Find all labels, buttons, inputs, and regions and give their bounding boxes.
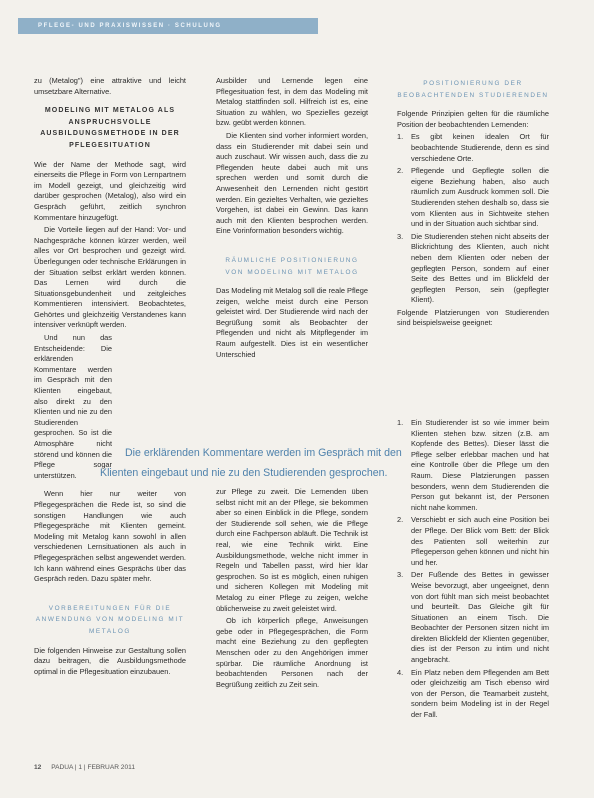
col2-paragraph-5: Ob ich körperlich pflege, Anweisungen gebe oder in Pflegegesprächen, die Form macht eine Beziehung zu den gepflegten Menschen oder zu den Angehörigen immer spürbar. Die räumliche Anordnung ist beobachtenden Personen nach der Begrüßung zeitlich zu Zeit sein. [216, 616, 368, 689]
col2-paragraph-3: Das Modeling mit Metalog soll die reale Pflege zeigen, welche meist durch eine Person geleistet wird. Der Studierende wird nach der Begrüßung somit als Beobachter der Pflegenden und nicht als Mitpflegender im Raum aufgestellt. Dies ist ein wesentlicher Unterschied [216, 286, 368, 359]
col1-paragraph-3: Und nun das Entscheidende: Die erklärenden Kommentare werden im Gespräch mit den Klienten eingebaut, also direkt zu den Klienten und nie zu den Studierenden gesprochen. So ist die Atmosphäre nicht störend und können die Pflege sogar unterstützen. [34, 333, 112, 480]
col1-paragraph-2: Die Vorteile liegen auf der Hand: Vor- und Nachgespräche können kürzer werden, weil alles vor Ort besprochen und gezeigt wird. Überlegungen oder technische Erklärungen in der Situation selbst erklärt werden können. Das Lernen wird durch die Situationsgebundenheit und zeitgleiches Kommentieren intensiviert. Beobachtetes, Gehörtes und gleichzeitig Verstandenes kann intensiver verknüpft werden. [34, 225, 186, 330]
col1-intro: zu (Metalog") eine attraktive und leicht umsetzbare Alternative. [34, 76, 186, 96]
column-1 [34, 76, 186, 679]
column-2-lower [216, 487, 368, 692]
col2-paragraph-4: zur Pflege zu zweit. Die Lernenden üben selbst nicht mit an der Pflege, sie bekommen aber so einen Einblick in die Pflege, sondern der Studierende soll sehen, wie die Pflege durch eine Fachperson abläuft. Die Technik ist real, wie eine Technik wirkt. Eine Ausbildungsmethode, welche nicht immer in Regeln und Tabellen passt, wird hier klar gesprochen. So ist es möglich, einen ruhigen und sicheren Kollegen mit Modeling mit Metalog zu einer Pflege zu zeigen, welche üblicherweise zu zweit geleistet wird. [216, 487, 368, 613]
list-item: 1. Ein Studierender ist so wie immer beim Klienten stehen bzw. sitzen (z.B. am Kopfende des Bettes). Dieser lässt die Pflege selber erlebbar machen und hat eine Kontrolle über die Pflege um den Raum. Diese Platzierungen passen besonders, wenn dem Studierenden die Person gut bekannt ist, der Personen nicht nahe kommen. [397, 418, 549, 512]
list-item: 2. Verschiebt er sich auch eine Position bei der Pflege. Der Blick vom Bett: der Blick des Patienten soll weiterhin zur Pflegeperson gehen können und nicht hin und her. [397, 515, 549, 567]
section-header-label: PFLEGE- UND PRAXISWISSEN · SCHULUNG [38, 23, 222, 29]
page-number: 12 [34, 764, 42, 771]
col2-paragraph-2: Die Klienten sind vorher informiert worden, dass ein Studierender mit dabei sein und auch zuschaut. Wir wissen auch, dass die zu Pflegenden heute dabei auch mit uns sprechen werden und somit durch die Anwesenheit den Lernenden nicht gestört werden. Ein gezieltes Verhalten, wie gezieltes Vorgehen, ist dabei ein Gewinn. Das kann auch mit den Klienten besprochen werden. Eine Vorinformation besonders wichtig. [216, 130, 368, 236]
list-item: 2. Pflegende und Gepflegte sollen die eigene Beziehung haben, also auch räumlich zum Ausdruck kommen soll. Die Studierenden stehen deshalb so, dass sie vom Klienten aus in Sichtweite stehen und in der Situation auch sichtbar sind. [397, 166, 549, 229]
column-3 [397, 76, 549, 331]
col1-heading-modeling: MODELING MIT METALOG ALS ANSPRUCHSVOLLE AUSBILDUNGSMETHODE IN DER PFLEGESITUATION [40, 107, 180, 149]
col2-heading-spatial: RÄUMLICHE POSITIONIERUNG VON MODELING MIT METALOG [225, 256, 359, 276]
pull-quote-line-1: Die erklärenden Kommentare werden im Gespräch mit den [125, 447, 402, 459]
section-header-band [18, 18, 318, 34]
col2-paragraph-1: Ausbilder und Lernende legen eine Pflegesituation fest, in dem das Modeling mit Metalog stattfinden soll. Hilfreich ist es, eine Situation zu wählen, wo Spezielles gezeigt bzw. geübt werden können. [216, 76, 368, 128]
pull-quote-line-2: Klienten eingebaut und nie zu den Studierenden gesprochen. [100, 467, 388, 479]
col1-paragraph-1: Wie der Name der Methode sagt, wird einerseits die Pflege in Form von Lernpartnern im Modell gezeigt, und gleichzeitig wird darüber gesprochen (Metalog), also wird ein Gespräch geführt, zeitlich synchron Kommentare hinzugefügt. [34, 159, 186, 222]
list-item: 3. Der Fußende des Bettes in gewisser Weise bevorzugt, aber ungeeignet, denn von dort fühlt man sich meist beobachtet und beurteilt. Das Gleiche gilt für Situationen an einem Tisch. Die Beobachter der Personen sitzen nicht im direkten Blickfeld der Klienten gegenüber, dies ist der Person zu intim und nicht angebracht. [397, 570, 549, 665]
column-2 [216, 76, 368, 362]
pull-quote [100, 443, 495, 483]
col3-heading-positioning: POSITIONIERUNG DER BEOBACHTENDEN STUDIERENDEN [397, 80, 549, 99]
footer-source: PADUA | 1 | FEBRUAR 2011 [51, 764, 135, 771]
list-item: 3. Die Studierenden stehen nicht abseits der Blickrichtung des Klienten, auch nicht neben dem Klienten oder neben der gepflegten Person, sondern auf einer Seite des Bettes und im Blickfeld der gepflegten Person, sein (gepflegter Klient). [397, 231, 549, 305]
col3-paragraph-1: Folgende Platzierungen von Studierenden sind beispielsweise geeignet: [397, 307, 549, 328]
col1-paragraph-5: Die folgenden Hinweise zur Gestaltung sollen dazu beitragen, die Ausbildungsmethode optimal in die Pflegesituation einzubauen. [34, 645, 186, 676]
list-item: 4. Ein Platz neben dem Pflegenden am Bett oder gleichzeitig am Tisch ebenso wird von der Person, die Teamarbeit zusteht, sondern beim Modeling ist in der Regel der Fall. [397, 667, 549, 720]
col3-intro: Folgende Prinzipien gelten für die räumliche Position der beobachtenden Lernenden: [397, 109, 549, 129]
col1-heading-preparations: VORBEREITUNGEN FÜR DIE ANWENDUNG VON MODELING MIT METALOG [35, 604, 185, 635]
col1-paragraph-4: Wenn hier nur weiter von Pflegegesprächen die Rede ist, so sind die sonstigen Handlungen wie auch Pflegegespräche mit Klienten gemeint. Modeling mit Metalog kann sowohl in allen verschiedenen Lernsituationen als auch in Pflegegesprächen selbst angewendet werden. Ich kann während eines Gesprächs über das Gespräch reden. Dazu später mehr. [34, 489, 186, 584]
page-footer [34, 764, 135, 771]
col3-principles-list [397, 132, 549, 306]
list-item: 1. Es gibt keinen idealen Ort für beobachtende Studierende, denn es sind verschiedene Orte. [397, 132, 549, 163]
